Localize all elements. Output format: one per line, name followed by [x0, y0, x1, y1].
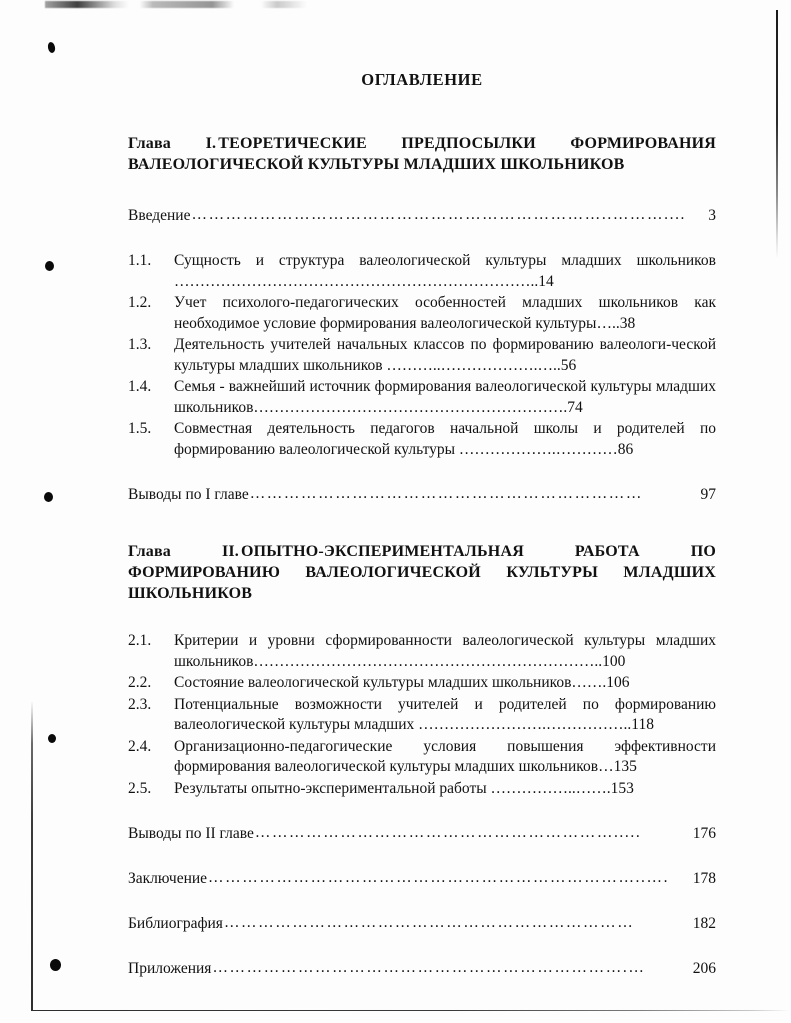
toc-entry-bibliography[interactable]: [128, 915, 716, 933]
entry-text: Совместная деятельность педагогов начальной школы и родителей по формированию валеологической культуры ……………….…………86: [174, 420, 716, 458]
binding-hole-mark: [48, 734, 56, 743]
toc-content: [128, 0, 716, 978]
dot-leader: ………………………………………………………………: [223, 914, 635, 931]
toc-entry[interactable]: [128, 779, 716, 800]
entry-text: Результаты опытно-экспериментальной работы ……………..…….153: [174, 779, 634, 797]
entry-number: 1.1.: [128, 252, 152, 269]
conclusion-2-page-number: 176: [692, 825, 716, 842]
chapter-heading-1: [128, 133, 716, 175]
entry-text: Организационно-педагогические условия повышения эффективности формирования валеологической культуры младших школьников…135: [174, 737, 716, 775]
entry-text: Состояние валеологической культуры младших школьников…….106: [174, 674, 630, 691]
binding-hole-mark: [44, 492, 53, 502]
back-matter-label: Библиография: [128, 915, 223, 932]
entry-number: 2.3.: [128, 695, 152, 713]
chapter-2-lead-in: Глава II.: [128, 543, 240, 560]
toc-section-1-list: [128, 251, 716, 460]
entry-number: 1.4.: [128, 378, 152, 395]
toc-entry[interactable]: [128, 377, 716, 418]
page-border-right: [776, 10, 778, 260]
page-border-left: [31, 700, 33, 1011]
entry-number: 2.5.: [128, 779, 152, 797]
entry-number: 1.2.: [128, 294, 152, 311]
back-matter-label: Приложения: [128, 960, 212, 977]
dot-leader: ……………………………………………………….....: [254, 824, 642, 841]
toc-entry-conclusion-2[interactable]: [128, 825, 716, 843]
back-matter-page-number: 178: [692, 870, 716, 887]
toc-entry-conclusion-1[interactable]: [128, 486, 716, 504]
toc-entry-introduction[interactable]: [128, 207, 716, 225]
introduction-page-number: 3: [708, 207, 716, 224]
back-matter-label: Заключение: [128, 870, 208, 887]
chapter-1-lead-in: Глава I.: [128, 135, 217, 152]
toc-entry[interactable]: [128, 293, 716, 334]
toc-entry[interactable]: [128, 251, 716, 292]
toc-section-2-list: [128, 631, 716, 799]
conclusion-1-page-number: 97: [700, 486, 716, 503]
chapter-heading-2: [128, 541, 716, 604]
dot-leader: …………………………………………………………………..….: [208, 869, 670, 886]
entry-text: Критерии и уровни сформированности валеологической культуры младших школьников…………………………………………………………..100: [174, 632, 716, 670]
toc-entry-conclusion[interactable]: [128, 870, 716, 888]
entry-number: 2.1.: [128, 632, 152, 649]
entry-text: Сущность и структура валеологической культуры младших школьников ……………………………………………………………..14: [174, 252, 716, 290]
entry-text: Семья - важнейший источник формирования валеологической культуры младших школьников…………………………………………………….74: [174, 378, 716, 416]
chapter-1-title: ТЕОРЕТИЧЕСКИЕ ПРЕДПОСЫЛКИ ФОРМИРОВАНИЯ ВАЛЕОЛОГИЧЕСКОЙ КУЛЬТУРЫ МЛАДШИХ ШКОЛЬНИКОВ: [128, 135, 716, 173]
entry-number: 2.4.: [128, 737, 152, 755]
entry-text: Деятельность учителей начальных классов по формированию валеологи-ческой культуры младших школьников ………..……………….…..56: [174, 336, 716, 374]
conclusion-1-label: Выводы по I главе: [128, 486, 249, 503]
toc-entry[interactable]: [128, 335, 716, 376]
dot-leader: ………………………………………………………………..………....: [191, 206, 687, 223]
back-matter-page-number: 182: [692, 915, 716, 932]
entry-number: 1.5.: [128, 420, 152, 437]
binding-hole-mark: [47, 41, 56, 53]
conclusion-2-label: Выводы по II главе: [128, 825, 254, 842]
chapter-2-title: ОПЫТНО-ЭКСПЕРИМЕНТАЛЬНАЯ РАБОТА ПО ФОРМИРОВАНИЮ ВАЛЕОЛОГИЧЕСКОЙ КУЛЬТУРЫ МЛАДШИХ ШКОЛЬНИКОВ: [128, 543, 716, 602]
page-title: ОГЛАВЛЕНИЕ: [361, 70, 483, 89]
dot-leader: ……………………………………………………………: [249, 485, 644, 502]
toc-entry-appendices[interactable]: [128, 960, 716, 978]
toc-entry[interactable]: [128, 695, 716, 736]
toc-entry[interactable]: [128, 419, 716, 460]
introduction-label: Введение: [128, 207, 191, 224]
entry-text: Учет психолого-педагогических особенностей младших школьников как необходимое условие формирования валеологической культуры…..38: [174, 294, 716, 332]
binding-hole-mark: [50, 959, 61, 971]
binding-hole-mark: [45, 261, 54, 271]
toc-entry[interactable]: [128, 737, 716, 778]
back-matter-page-number: 206: [692, 960, 716, 977]
entry-number: 1.3.: [128, 336, 152, 353]
toc-entry[interactable]: [128, 631, 716, 672]
entry-number: 2.2.: [128, 674, 152, 691]
toc-entry[interactable]: [128, 673, 716, 694]
page-border-bottom: [31, 1010, 791, 1012]
dot-leader: ……………………………………………………………….…: [212, 959, 646, 976]
entry-text: Потенциальные возможности учителей и родителей по формированию валеологической культуры младших …………………….……………..118: [174, 695, 716, 733]
